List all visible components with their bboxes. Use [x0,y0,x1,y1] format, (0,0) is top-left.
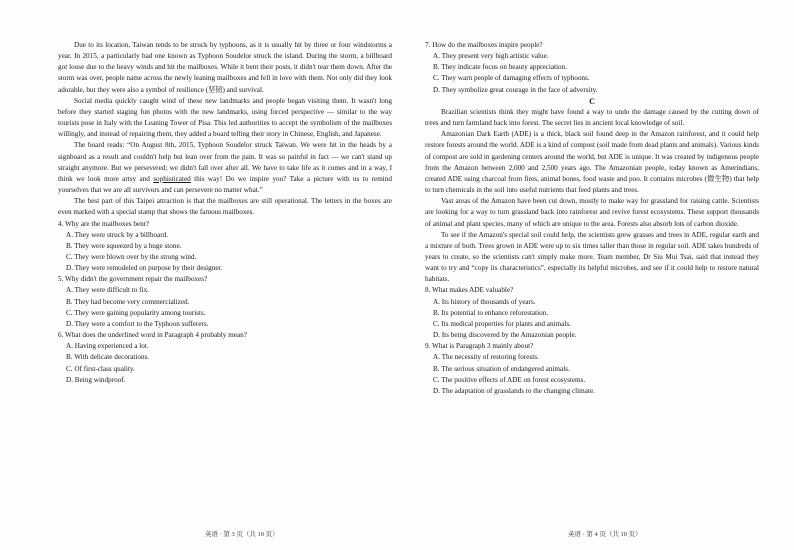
q4-option-d: D. They were remodeled on purpose by their designer. [66,264,223,273]
passage-paragraph-2: Social media quickly caught wind of these new landmarks and people began visiting them. It wasn't long before they started staging fun photos with the new landmarks, using forced perspective — similar to the way tourists pose in Italy with the Leaning Tower of Pisa. This led authorities to accept the symbolism of the mailboxes willingly, and instead of repairing them, they added a board telling their story in Chinese, English, and Japanese. [58,96,392,139]
question-6: 6. What does the underlined word in Paragraph 4 probably mean? [58,331,247,340]
q9-option-c: C. The positive effects of ADE on forest ecosystems. [433,375,586,384]
q6-option-d: D. Being windproof. [66,375,126,384]
question-9: 9. What is Paragraph 3 mainly about? [425,342,534,351]
question-7: 7. How do the mailboxes inspire people? [425,41,543,49]
passage-paragraph-1: Due to its location, Taiwan tends to be struck by typhoons, as it is usually hit by three or four windstorms a year. In 2015, a particularly bad one known as Typhoon Soudelor struck the island. During the storm, a billboard got loose due to the heavy winds and hit the mailboxes. While it bent their posts, it didn't tear them down. After the storm was over, people name across the newly leaning mailboxes and fell in love with them. Not only did they look adorable, but they were also a symbol of resilience (坚韧) and survival. [58,41,392,94]
passage-paragraph-3 [58,140,392,196]
paragraph-3-part-2: this way! Do we inspire you? Take a picture with us to remind yourselves that we are all survivors and can persevere no matter what.” [58,174,392,195]
passage-c-paragraph-2: Amazonian Dark Earth (ADE) is a thick, black soil found deep in the Amazon rainforest, and it could help restore forests around the world. ADE is a kind of compost (soil made from dead plants and animals). Various kinds of compost are sold in gardening centers around the world, but ADE is unique. It was created by indigenous people from the Amazon between 2,000 and 2,500 years ago. The Amazonian people, today known as Amerindians, created ADE using charcoal from fires, animal bones, food waste and poo. It contains microbes (微生物) that help to turn chemicals in the soil into useful nutrients that feed plants and trees. [425,130,759,195]
q8-option-d: D. Its being discovered by the Amazonian people. [433,331,577,340]
q5-option-c: C. They were gaining popularity among tourists. [66,308,206,317]
q9-option-d: D. The adaptation of grasslands to the changing climate. [433,386,595,395]
q4-option-b: B. They were squeezed by a huge stone. [66,241,182,250]
question-4: 4. Why are the mailboxes bent? [58,219,149,228]
q8-option-b: B. Its potential to enhance reforestation. [433,308,549,317]
q7-option-c: C. They warn people of damaging effects of typhoons. [433,74,590,83]
passage-paragraph-4: The best part of this Taipei attraction is that the mailboxes are still operational. The letters in the boxes are even marked with a special stamp that shows the famous mailboxes. [58,197,392,217]
q5-option-b: B. They had become very commercialized. [66,297,190,306]
q6-option-b: B. With delicate decorations. [66,353,150,362]
q6-option-c: C. Of first-class quality. [66,364,135,373]
q9-option-a: A. The necessity of restoring forests. [433,353,539,362]
q4-option-c: C. They were blown over by the strong wind. [66,252,197,261]
q7-option-d: D. They symbolize great courage in the face of adversity. [433,85,598,94]
q6-option-a: A. Having experienced a lot. [66,342,149,351]
q7-option-b: B. They indicate focus on beauty appreciation. [433,63,567,72]
page-footer-left: 英语 · 第 3 页（共 10 页） [205,531,279,538]
q9-option-b: B. The serious situation of endangered animals. [433,364,570,373]
question-5: 5. Why didn't the government repair the mailboxes? [58,275,208,284]
q5-option-d: D. They were a comfort to the Typhoon sufferers. [66,319,209,328]
q4-option-a: A. They were struck by a billboard. [66,230,169,239]
passage-c-paragraph-3: Vast areas of the Amazon have been cut down, mostly to make way for grassland for raising cattle. Scientists are looking for a way to turn grassland back into rainforest and revive forest ecosystems. These support thousands of animal and plant species, many of which are unique to the area. Forests also absorb lots of carbon dioxide. [425,197,759,228]
passage-c-paragraph-4: To see if the Amazon's special soil could help, the scientists grew grasses and trees in ADE, regular earth and a mixture of both. Trees grown in ADE were up to six times taller than those in regular soil. ADE takes hundreds of years to create, so the scientists can't simply make more. Team member, Dr Siu Mui Tsai, said that instead they want to try and “copy its characteristics”, especially its helpful microbes, and see if it could help to restore natural habitats. [425,230,759,284]
q8-option-a: A. Its history of thousands of years. [433,297,536,306]
q8-option-c: C. Its medical properties for plants and animals. [433,319,571,328]
page-footer-right: 英语 · 第 4 页（共 10 页） [568,531,642,538]
question-8: 8. What makes ADE valuable? [425,286,514,295]
passage-c-paragraph-1: Brazilian scientists think they might have found a way to undo the damage caused by the cutting down of trees and turn farmland back into forest. The secret lies in ancient local knowledge of soil. [425,107,759,128]
right-column [425,40,759,397]
q5-option-a: A. They were difficult to fix. [66,286,149,295]
q7-option-a: A. They present very high artistic value. [433,52,549,61]
section-heading: C [589,96,595,106]
underlined-word: sophisticated [153,174,191,183]
paragraph-3-part-1: The board reads: “On August 8th, 2015, Typhoon Soudelor struck Taiwan. We were hit in the heads by a signboard as a result and couldn't help but lean over from the pain. It was so painful in fact — we can't stand up straight anymore. But we persevered; we didn't fall over after all. We have to take life as it comes and in a way, I think we look more artsy and [58,141,392,183]
left-column [58,40,392,386]
